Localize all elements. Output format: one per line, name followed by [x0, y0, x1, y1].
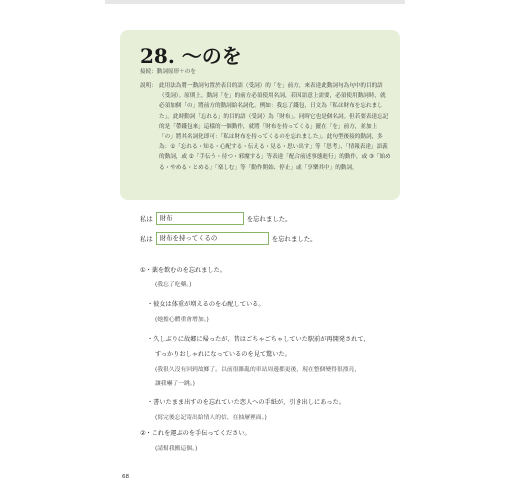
sentence-2-jp: ・彼女は体重が増えるのを心配している。: [147, 301, 265, 308]
example-rest: を忘れました。: [246, 215, 292, 223]
page-top-edge: [105, 0, 405, 4]
sentence-5-jp: ②・これを運ぶのを手伝ってください。: [140, 430, 251, 437]
sentence-1-jp: ①・薬を飲むのを忘れました。: [140, 267, 226, 274]
example-row-1: [140, 212, 292, 225]
sentence-5-zh: (請幫我搬這個。): [155, 446, 198, 452]
sentence-4-zh: (寫完後忘記寄出給情人的信，在抽屜裡面。): [155, 415, 267, 421]
example-row-2: [140, 232, 317, 245]
sentence-3-jp-cont: すっかりおしゃれになっているのを見て驚いた。: [155, 351, 291, 358]
example-boxed-phrase: 財布を持ってくるの: [156, 232, 269, 245]
sentence-3-zh: (我很久沒有回到故鄉了。以前很雜亂的車站周邊都更後，現在整個變得很漂亮，: [155, 367, 361, 373]
page-number: 68: [122, 474, 130, 480]
sentence-2-zh: (她擔心體重會增加。): [155, 317, 209, 323]
sentence-1-zh: (我忘了吃藥。): [155, 282, 192, 288]
connection-line: 接続：動詞原形＋のを: [140, 69, 196, 75]
explanation-text: 此用法為將一動詞句置於表目的語（受詞）的「を」前方，來表達此動詞句為句中的目的語（受詞）。原則上，動詞「を」的前方必須使用名詞，若因語意上需要，必須使用動詞時，就必須加個「の」將前方的動詞給名詞化。例如：我忘了錢包，日文為「私は財布を忘れました」。此時動詞「忘れる」的目的語（受詞）為「財布」。同時它也是個名詞。但若要表達忘記的是「帶錢包來」這樣的一個動作，就將「財布を持ってくる」擺在「を」前方，並加上「の」將其名詞化即可：「私は財布を持ってくるのを忘れました」。此句型後接的動詞，多為：①「忘れる・知る・心配する・伝える・見る・思い出す」等「思考」、「情報表達」語義的動詞，或 ②「手伝う・待つ・邪魔する」等表達「配合前述事態進行」的動作，或 ③「始める・やめる・とめる」「楽しむ」等「動作開始、停止」或「享樂其中」的動詞。: [159, 83, 391, 171]
explanation-label: 説明：: [140, 83, 157, 89]
sentence-3-zh-cont: 讓我嚇了一跳。): [155, 381, 195, 387]
example-subject: 私は: [140, 215, 153, 223]
example-boxed-phrase: 財布: [156, 212, 244, 225]
grammar-title: 28. ～のを: [140, 44, 242, 68]
example-rest: を忘れました。: [271, 235, 317, 243]
sentence-4-jp: ・書いたまま出すのを忘れていた恋人への手紙が、引き出しにあった。: [147, 399, 345, 406]
sentence-3-jp: ・久しぶりに故郷に帰ったが、昔はごちゃごちゃしていた駅前が再開発されて、: [147, 336, 370, 343]
example-subject: 私は: [140, 235, 153, 243]
